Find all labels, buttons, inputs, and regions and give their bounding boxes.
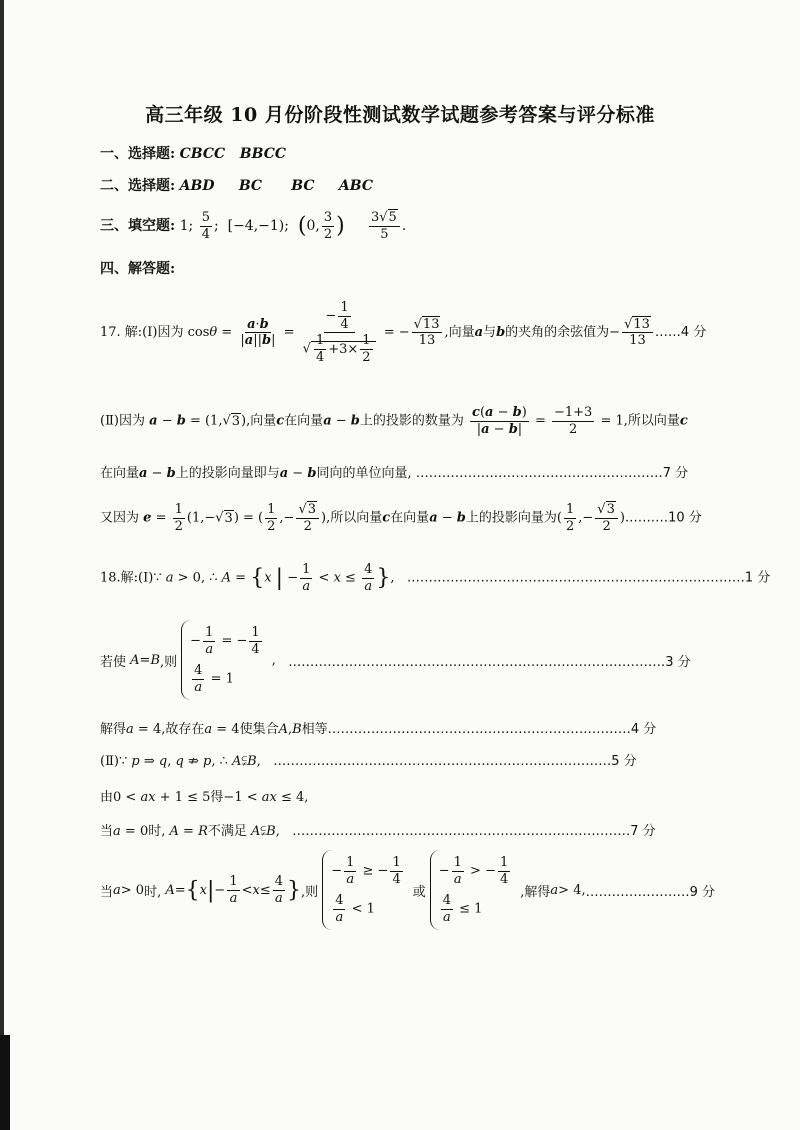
answers: ABD BC BC ABC bbox=[179, 178, 374, 194]
section-label: 三、填空题: bbox=[100, 218, 176, 235]
answers: CBCC BBCC bbox=[179, 146, 286, 162]
section-solve bbox=[100, 258, 175, 278]
q18-line1: 18.解:(Ⅰ)∵ a > 0, ∴ A = {x | − $\frac{1}{a}$ < x ≤ $\frac{4}{a}$ }, ……………………………………………………………………1 分 bbox=[100, 562, 771, 594]
scan-edge-bottom bbox=[0, 1035, 10, 1130]
q17-part2-cont: 在向量a − b上的投影向量即与a − b同向的单位向量, …………………………………………………7 分 bbox=[100, 466, 689, 481]
q18-line2: 若使 A = B ,则 − $\frac{1}{a}$ = − $\frac{1}{4}$ $\frac{4}{a}$ = 1 , ……………………………………………………………………………3 分 bbox=[100, 620, 691, 700]
section-fill: 三、填空题: 1; $\frac{5}{4}$ ; [−4,−1); (0, $\frac{3}{2}$ ) $\frac{3√5}{5}$ . bbox=[100, 210, 407, 242]
answer-5: $\frac{3√5}{5}$ bbox=[369, 210, 400, 242]
q18-line7: 当 a > 0 时, A = { x | − $\frac{1}{a}$ < x ≤ $\frac{4}{a}$ } ,则 − $\frac{1}{a}$ ≥ − $\frac{1}{4}$ $\frac{4}{a}$ < 1 或 − $\frac{1}{a}$ > − $\frac{1}{4}$ $\frac{4}{a}$ ≤ 1 ,解得 a > 4, ……………………9 分 bbox=[100, 850, 715, 930]
section-label: 二、选择题: bbox=[100, 178, 176, 194]
q18-line4: (Ⅱ)∵ p ⇒ q, q ⇏ p, ∴ A⫋B, ……………………………………………………………………5 分 bbox=[100, 754, 637, 769]
q17-part3: 又因为 e = $\frac{1}{2}$ (1,−√3) = ( $\frac{1}{2}$ ,− $\frac{√3}{2}$ ),所以向量c在向量a − b上的投影向量为( $\frac{1}{2}$ ,− $\frac{√3}{2}$ ).………10 分 bbox=[100, 502, 702, 534]
page-title: 高三年级 10 月份阶段性测试数学试题参考答案与评分标准 bbox=[145, 104, 655, 126]
scan-edge bbox=[0, 0, 4, 1130]
answer-2: $\frac{5}{4}$ bbox=[201, 210, 210, 242]
section-choice-2 bbox=[100, 175, 373, 195]
q18-line6: 当a = 0时, A = R不满足 A⫋B, ……………………………………………………………………7 分 bbox=[100, 824, 656, 839]
q18-line3: 解得a = 4,故存在a = 4使集合A,B相等.……………………………………………………………4 分 bbox=[100, 722, 657, 737]
q18-line5: 由0 < ax + 1 ≤ 5得−1 < ax ≤ 4, bbox=[100, 790, 309, 805]
answer-3: [−4,−1); bbox=[227, 218, 289, 235]
section-label: 一、选择题: bbox=[100, 146, 176, 162]
q17-part1: 17. 解:(Ⅰ)因为 cosθ = $\frac{a\cdot b}{|a||b|}$ = − $\frac{1}{4}$ √ $\frac{1}{4}$ +3× $\frac{1}{2}$ = − $\frac{√13}{13}$ ,向量a与b的夹角的余弦值为− $\frac{√13}{13}$ ……4 分 bbox=[100, 300, 707, 365]
q17-part2: (Ⅱ)因为 a − b = (1,√3),向量c在向量a − b上的投影的数量为 $\frac{c(a - b)}{|a - b|}$ = $\frac{-1+3}{2}$ = 1,所以向量c bbox=[100, 405, 688, 437]
answer-1: 1; bbox=[179, 218, 194, 235]
section-label: 四、解答题: bbox=[100, 261, 176, 277]
section-choice-1 bbox=[100, 143, 286, 163]
